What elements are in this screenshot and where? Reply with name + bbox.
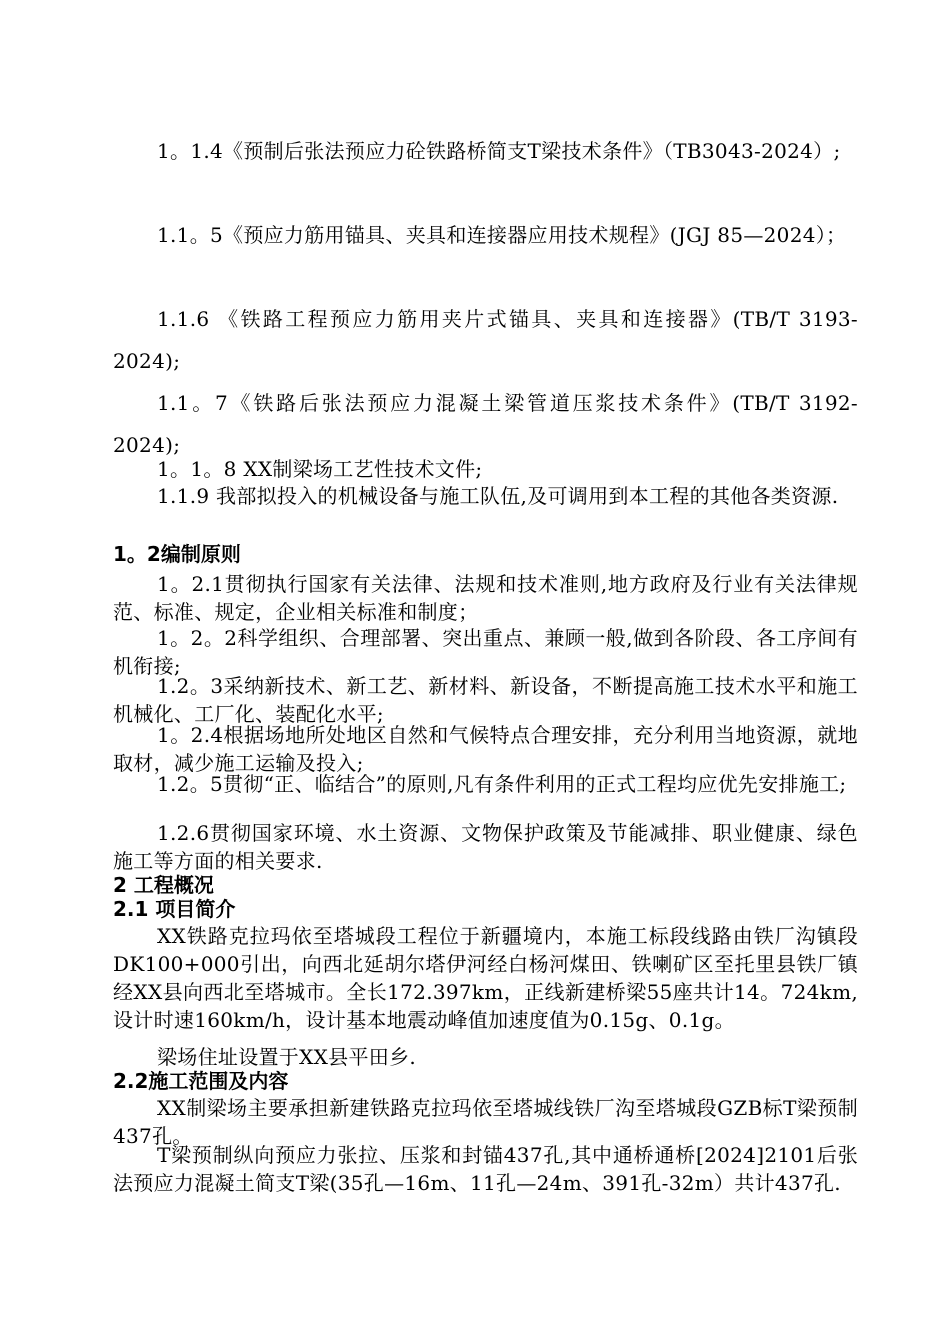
subsection-heading: 2.1 项目简介: [113, 897, 236, 921]
subsection-heading: 2.2施工范围及内容: [113, 1069, 289, 1093]
reference-item: 1。1.4《预制后张法预应力砼铁路桥简支T梁技术条件》（TB3043-2024）;: [157, 139, 841, 163]
section-heading: 1。2编制原则: [113, 542, 241, 566]
chapter-heading: 2 工程概况: [113, 873, 214, 897]
scope-paragraph: XX制梁场主要承担新建铁路克拉玛依至塔城线铁厂沟至塔城段GZB标T梁预制437孔。: [113, 1096, 858, 1148]
site-location-paragraph: 梁场住址设置于XX县平田乡.: [157, 1045, 417, 1069]
reference-item: 1.1。7《铁路后张法预应力混凝土梁管道压浆技术条件》(TB/T 3192-2024);: [113, 391, 858, 457]
reference-item: 1。1。8 XX制梁场工艺性技术文件;: [157, 457, 483, 481]
reference-item: 1.1.6 《铁路工程预应力筋用夹片式锚具、夹具和连接器》(TB/T 3193-2024);: [113, 307, 858, 373]
reference-item: 1.1.9 我部拟投入的机械设备与施工队伍,及可调用到本工程的其他各类资源.: [157, 484, 839, 508]
principle-item: 1.2。3采纳新技术、新工艺、新材料、新设备，不断提高施工技术水平和施工机械化、工厂化、装配化水平;: [113, 674, 858, 726]
scope-paragraph: T梁预制纵向预应力张拉、压浆和封锚437孔,其中通桥通桥[2024]2101后张法预应力混凝土简支T梁(35孔—16m、11孔—24m、391孔-32m）共计437孔.: [113, 1143, 858, 1195]
reference-item: 1.1。5《预应力筋用锚具、夹具和连接器应用技术规程》(JGJ 85—2024）；: [157, 223, 847, 247]
principle-item: 1.2。5贯彻“正、临结合”的原则,凡有条件利用的正式工程均应优先安排施工;: [157, 772, 847, 796]
principle-item: 1。2.1贯彻执行国家有关法律、法规和技术准则,地方政府及行业有关法律规范、标准、规定，企业相关标准和制度；: [113, 572, 858, 624]
principle-item: 1.2.6贯彻国家环境、水土资源、文物保护政策及节能减排、职业健康、绿色施工等方面的相关要求.: [113, 821, 858, 873]
project-intro-paragraph: XX铁路克拉玛依至塔城段工程位于新疆境内，本施工标段线路由铁厂沟镇段DK100+000引出，向西北延胡尔塔伊河经白杨河煤田、铁喇矿区至托里县铁厂镇经XX县向西北至塔城市。全长172.397km，正线新建桥梁55座共计14。724km,设计时速160km/h，设计基本地震动峰值加速度值为0.15g、0.1g。: [113, 924, 858, 1032]
principle-item: 1。2.4根据场地所处地区自然和气候特点合理安排，充分利用当地资源，就地取材，减少施工运输及投入;: [113, 723, 858, 775]
principle-item: 1。2。2科学组织、合理部署、突出重点、兼顾一般,做到各阶段、各工序间有机衔接;: [113, 626, 858, 678]
